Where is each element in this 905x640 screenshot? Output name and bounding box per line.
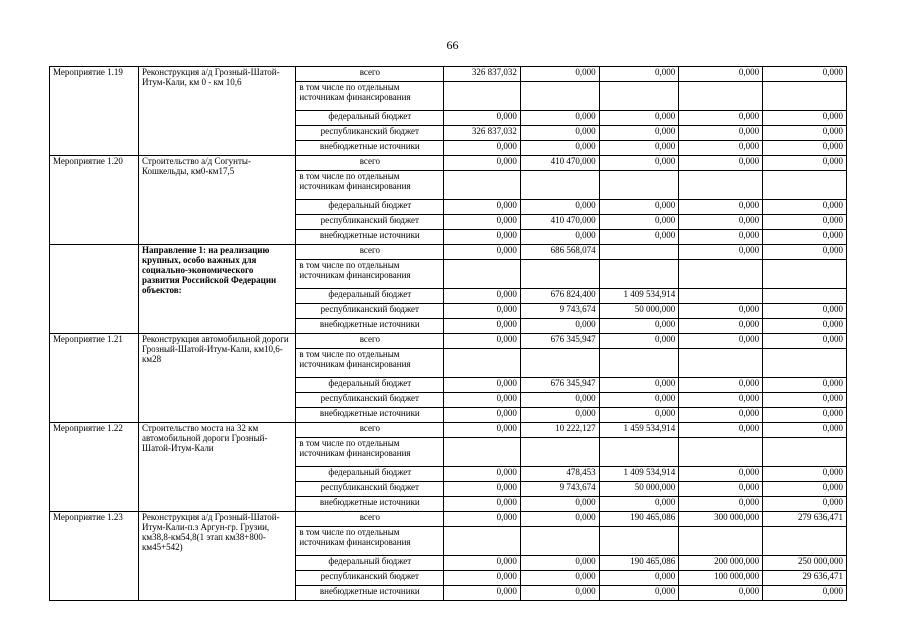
amount-cell <box>444 349 521 378</box>
amount-cell <box>679 82 763 111</box>
amount-cell <box>520 171 599 200</box>
amount-cell: 0,000 <box>444 571 521 586</box>
amount-cell: 410 470,000 <box>520 215 599 230</box>
amount-cell: 0,000 <box>679 467 763 482</box>
amount-cell: 0,000 <box>599 230 679 245</box>
amount-cell: 0,000 <box>763 334 847 349</box>
amount-cell: 0,000 <box>520 67 599 82</box>
amount-cell: 0,000 <box>520 571 599 586</box>
amount-cell <box>679 260 763 289</box>
funding-source-cell: в том числе по отдельным источникам финансирования <box>296 260 444 289</box>
amount-cell: 0,000 <box>444 215 521 230</box>
amount-cell <box>599 438 679 467</box>
amount-cell: 0,000 <box>599 393 679 408</box>
amount-cell: 0,000 <box>444 319 521 334</box>
amount-cell: 0,000 <box>679 230 763 245</box>
amount-cell: 0,000 <box>679 497 763 512</box>
amount-cell: 0,000 <box>763 111 847 126</box>
amount-cell: 0,000 <box>763 156 847 171</box>
amount-cell: 0,000 <box>763 319 847 334</box>
amount-cell: 0,000 <box>679 586 763 601</box>
amount-cell: 0,000 <box>444 393 521 408</box>
table-row <box>50 334 847 349</box>
amount-cell: 0,000 <box>599 497 679 512</box>
funding-source-cell: федеральный бюджет <box>296 556 444 571</box>
amount-cell: 0,000 <box>520 497 599 512</box>
amount-cell: 0,000 <box>520 556 599 571</box>
amount-cell <box>763 289 847 304</box>
amount-cell: 676 345,947 <box>520 334 599 349</box>
amount-cell: 0,000 <box>520 126 599 141</box>
amount-cell: 0,000 <box>444 334 521 349</box>
measure-name-cell: Строительство моста на 32 км автомобильной дороги Грозный-Шатой-Итум-Кали <box>139 423 296 512</box>
funding-source-cell: внебюджетные источники <box>296 497 444 512</box>
amount-cell: 0,000 <box>679 126 763 141</box>
amount-cell <box>679 527 763 556</box>
amount-cell <box>520 349 599 378</box>
amount-cell <box>679 349 763 378</box>
amount-cell: 0,000 <box>520 111 599 126</box>
amount-cell: 0,000 <box>763 497 847 512</box>
amount-cell <box>599 349 679 378</box>
funding-source-cell: всего <box>296 245 444 260</box>
amount-cell: 0,000 <box>599 156 679 171</box>
funding-source-cell: федеральный бюджет <box>296 200 444 215</box>
funding-table-body <box>50 67 847 601</box>
amount-cell: 0,000 <box>763 482 847 497</box>
measure-id-cell: Мероприятие 1.19 <box>50 67 139 156</box>
amount-cell: 0,000 <box>599 111 679 126</box>
measure-name-cell: Строительство а/д Согунты-Кошкельды, км0-км17,5 <box>139 156 296 245</box>
amount-cell: 0,000 <box>444 482 521 497</box>
amount-cell: 0,000 <box>763 230 847 245</box>
amount-cell: 0,000 <box>599 126 679 141</box>
amount-cell <box>444 82 521 111</box>
amount-cell: 0,000 <box>520 141 599 156</box>
amount-cell: 100 000,000 <box>679 571 763 586</box>
amount-cell: 0,000 <box>520 393 599 408</box>
amount-cell: 0,000 <box>763 408 847 423</box>
amount-cell: 0,000 <box>763 586 847 601</box>
funding-source-cell: федеральный бюджет <box>296 378 444 393</box>
amount-cell: 0,000 <box>444 378 521 393</box>
funding-source-cell: в том числе по отдельным источникам финансирования <box>296 171 444 200</box>
amount-cell: 1 459 534,914 <box>599 423 679 438</box>
table-row <box>50 156 847 171</box>
amount-cell: 0,000 <box>444 111 521 126</box>
amount-cell: 0,000 <box>763 467 847 482</box>
amount-cell <box>679 171 763 200</box>
amount-cell: 0,000 <box>599 378 679 393</box>
table-row <box>50 512 847 527</box>
amount-cell <box>599 171 679 200</box>
amount-cell: 10 222,127 <box>520 423 599 438</box>
amount-cell: 0,000 <box>444 245 521 260</box>
amount-cell: 0,000 <box>679 319 763 334</box>
funding-source-cell: республиканский бюджет <box>296 126 444 141</box>
amount-cell: 0,000 <box>763 67 847 82</box>
amount-cell: 0,000 <box>679 200 763 215</box>
table-row <box>50 423 847 438</box>
amount-cell: 0,000 <box>444 512 521 527</box>
amount-cell: 1 409 534,914 <box>599 289 679 304</box>
measure-name-cell: Реконструкция а/д Грозный-Шатой-Итум-Кали, км 0 - км 10,6 <box>139 67 296 156</box>
amount-cell <box>444 260 521 289</box>
amount-cell: 0,000 <box>444 156 521 171</box>
amount-cell: 0,000 <box>520 230 599 245</box>
funding-table <box>49 66 847 601</box>
amount-cell: 0,000 <box>679 334 763 349</box>
amount-cell: 0,000 <box>444 200 521 215</box>
amount-cell: 0,000 <box>679 245 763 260</box>
measure-id-cell: Мероприятие 1.21 <box>50 334 139 423</box>
amount-cell: 0,000 <box>679 393 763 408</box>
measure-id-cell <box>50 245 139 334</box>
amount-cell: 0,000 <box>763 215 847 230</box>
funding-source-cell: внебюджетные источники <box>296 230 444 245</box>
amount-cell: 0,000 <box>599 334 679 349</box>
amount-cell: 0,000 <box>679 111 763 126</box>
amount-cell: 0,000 <box>763 393 847 408</box>
amount-cell: 0,000 <box>679 141 763 156</box>
amount-cell: 300 000,000 <box>679 512 763 527</box>
amount-cell: 0,000 <box>599 319 679 334</box>
amount-cell <box>679 438 763 467</box>
funding-source-cell: всего <box>296 512 444 527</box>
amount-cell: 0,000 <box>763 245 847 260</box>
funding-source-cell: республиканский бюджет <box>296 215 444 230</box>
amount-cell: 9 743,674 <box>520 304 599 319</box>
amount-cell: 0,000 <box>763 423 847 438</box>
amount-cell: 0,000 <box>444 556 521 571</box>
amount-cell: 0,000 <box>444 497 521 512</box>
amount-cell: 190 465,086 <box>599 556 679 571</box>
amount-cell: 0,000 <box>679 408 763 423</box>
funding-source-cell: республиканский бюджет <box>296 571 444 586</box>
funding-source-cell: федеральный бюджет <box>296 289 444 304</box>
amount-cell <box>679 289 763 304</box>
amount-cell: 0,000 <box>763 378 847 393</box>
amount-cell: 0,000 <box>679 482 763 497</box>
amount-cell <box>599 260 679 289</box>
amount-cell: 0,000 <box>763 304 847 319</box>
funding-source-cell: внебюджетные источники <box>296 408 444 423</box>
funding-source-cell: республиканский бюджет <box>296 393 444 408</box>
amount-cell: 200 000,000 <box>679 556 763 571</box>
amount-cell: 1 409 534,914 <box>599 467 679 482</box>
amount-cell: 0,000 <box>679 304 763 319</box>
amount-cell: 0,000 <box>444 467 521 482</box>
funding-source-cell: в том числе по отдельным источникам финансирования <box>296 438 444 467</box>
funding-source-cell: всего <box>296 423 444 438</box>
amount-cell: 0,000 <box>599 586 679 601</box>
measure-name-cell: Направление 1: на реализацию крупных, особо важных для социально-экономического развития Российской Федерации объектов: <box>139 245 296 334</box>
amount-cell <box>444 171 521 200</box>
amount-cell <box>763 260 847 289</box>
amount-cell <box>763 82 847 111</box>
funding-source-cell: всего <box>296 156 444 171</box>
funding-source-cell: в том числе по отдельным источникам финансирования <box>296 349 444 378</box>
funding-source-cell: внебюджетные источники <box>296 141 444 156</box>
measure-name-cell: Реконструкция автомобильной дороги Грозный-Шатой-Итум-Кали, км10,6-км28 <box>139 334 296 423</box>
funding-source-cell: федеральный бюджет <box>296 467 444 482</box>
amount-cell: 0,000 <box>599 408 679 423</box>
amount-cell: 0,000 <box>599 67 679 82</box>
amount-cell: 0,000 <box>444 408 521 423</box>
amount-cell <box>520 438 599 467</box>
amount-cell: 0,000 <box>520 319 599 334</box>
funding-source-cell: республиканский бюджет <box>296 482 444 497</box>
measure-name-cell: Реконструкция а/д Грозный-Шатой-Итум-Кали-п.з Аргун-гр. Грузии, км38,8-км54,8(1 этап км38+800-км45+542) <box>139 512 296 601</box>
measure-id-cell: Мероприятие 1.20 <box>50 156 139 245</box>
amount-cell: 0,000 <box>679 215 763 230</box>
amount-cell <box>763 438 847 467</box>
amount-cell: 0,000 <box>520 586 599 601</box>
amount-cell <box>763 171 847 200</box>
table-row <box>50 245 847 260</box>
amount-cell: 0,000 <box>679 156 763 171</box>
amount-cell: 0,000 <box>444 289 521 304</box>
amount-cell: 0,000 <box>599 571 679 586</box>
amount-cell: 0,000 <box>444 230 521 245</box>
amount-cell <box>520 527 599 556</box>
amount-cell <box>763 527 847 556</box>
funding-source-cell: в том числе по отдельным источникам финансирования <box>296 82 444 111</box>
funding-source-cell: федеральный бюджет <box>296 111 444 126</box>
amount-cell: 0,000 <box>763 126 847 141</box>
amount-cell: 0,000 <box>679 67 763 82</box>
amount-cell: 190 465,086 <box>599 512 679 527</box>
amount-cell: 0,000 <box>444 586 521 601</box>
amount-cell: 676 824,400 <box>520 289 599 304</box>
amount-cell: 50 000,000 <box>599 482 679 497</box>
amount-cell: 0,000 <box>763 141 847 156</box>
amount-cell: 478,453 <box>520 467 599 482</box>
funding-source-cell: всего <box>296 334 444 349</box>
measure-id-cell: Мероприятие 1.23 <box>50 512 139 601</box>
amount-cell <box>599 82 679 111</box>
amount-cell: 326 837,032 <box>444 126 521 141</box>
amount-cell <box>444 438 521 467</box>
funding-source-cell: внебюджетные источники <box>296 586 444 601</box>
funding-source-cell: всего <box>296 67 444 82</box>
amount-cell: 0,000 <box>520 512 599 527</box>
amount-cell: 0,000 <box>520 408 599 423</box>
amount-cell: 410 470,000 <box>520 156 599 171</box>
funding-source-cell: в том числе по отдельным источникам финансирования <box>296 527 444 556</box>
amount-cell: 0,000 <box>679 423 763 438</box>
table-row <box>50 67 847 82</box>
funding-source-cell: республиканский бюджет <box>296 304 444 319</box>
amount-cell <box>599 245 679 260</box>
amount-cell: 29 636,471 <box>763 571 847 586</box>
amount-cell: 279 636,471 <box>763 512 847 527</box>
amount-cell: 0,000 <box>679 378 763 393</box>
amount-cell: 0,000 <box>599 141 679 156</box>
amount-cell: 0,000 <box>520 200 599 215</box>
amount-cell: 50 000,000 <box>599 304 679 319</box>
amount-cell: 0,000 <box>444 304 521 319</box>
amount-cell: 0,000 <box>599 200 679 215</box>
amount-cell <box>763 349 847 378</box>
amount-cell: 326 837,032 <box>444 67 521 82</box>
funding-source-cell: внебюджетные источники <box>296 319 444 334</box>
amount-cell <box>599 527 679 556</box>
amount-cell: 0,000 <box>444 423 521 438</box>
amount-cell: 676 345,947 <box>520 378 599 393</box>
page-number: 66 <box>446 38 459 52</box>
amount-cell <box>444 527 521 556</box>
amount-cell: 0,000 <box>763 200 847 215</box>
amount-cell: 0,000 <box>599 215 679 230</box>
measure-id-cell: Мероприятие 1.22 <box>50 423 139 512</box>
amount-cell: 250 000,000 <box>763 556 847 571</box>
amount-cell: 686 568,074 <box>520 245 599 260</box>
amount-cell <box>520 82 599 111</box>
amount-cell <box>520 260 599 289</box>
amount-cell: 0,000 <box>444 141 521 156</box>
amount-cell: 9 743,674 <box>520 482 599 497</box>
